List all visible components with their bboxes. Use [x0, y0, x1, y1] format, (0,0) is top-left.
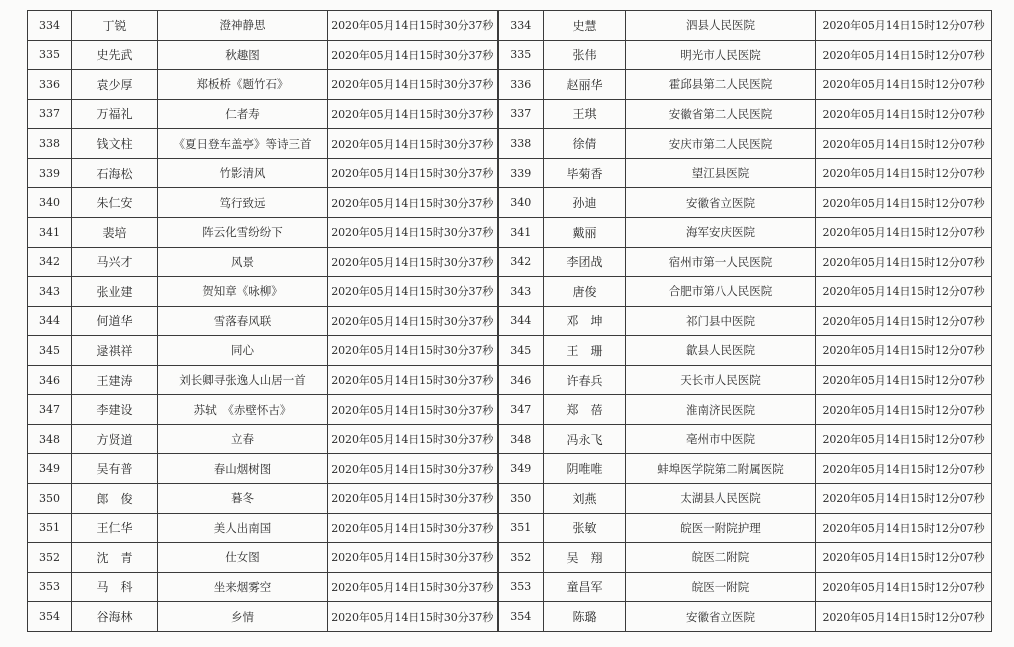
left-title-cell: 苏轼 《赤壁怀古》: [158, 395, 328, 425]
left-time-cell: 2020年05月14日15时30分37秒: [328, 277, 498, 307]
right-number-cell: 348: [498, 424, 544, 454]
left-number-cell: 350: [28, 484, 72, 514]
right-number-cell: 334: [498, 11, 544, 41]
left-number-cell: 351: [28, 513, 72, 543]
right-time-cell: 2020年05月14日15时12分07秒: [816, 11, 992, 41]
right-name-cell: 李团战: [544, 247, 626, 277]
right-org-cell: 合肥市第八人民医院: [626, 277, 816, 307]
left-number-cell: 345: [28, 336, 72, 366]
left-number-cell: 338: [28, 129, 72, 159]
right-number-cell: 339: [498, 158, 544, 188]
left-name-cell: 王仁华: [72, 513, 158, 543]
right-number-cell: 353: [498, 572, 544, 602]
records-table: [27, 10, 992, 632]
left-name-cell: 裴培: [72, 217, 158, 247]
table-row: [28, 365, 992, 395]
right-time-cell: 2020年05月14日15时12分07秒: [816, 513, 992, 543]
right-name-cell: 郑 蓓: [544, 395, 626, 425]
left-name-cell: 钱文柱: [72, 129, 158, 159]
left-number-cell: 339: [28, 158, 72, 188]
left-number-cell: 349: [28, 454, 72, 484]
right-org-cell: 皖医一附院: [626, 572, 816, 602]
right-org-cell: 宿州市第一人民医院: [626, 247, 816, 277]
right-org-cell: 泗县人民医院: [626, 11, 816, 41]
table-row: [28, 543, 992, 573]
left-time-cell: 2020年05月14日15时30分37秒: [328, 99, 498, 129]
right-org-cell: 霍邱县第二人民医院: [626, 70, 816, 100]
right-time-cell: 2020年05月14日15时12分07秒: [816, 365, 992, 395]
left-number-cell: 352: [28, 543, 72, 573]
table-row: [28, 129, 992, 159]
right-number-cell: 349: [498, 454, 544, 484]
left-time-cell: 2020年05月14日15时30分37秒: [328, 11, 498, 41]
left-time-cell: 2020年05月14日15时30分37秒: [328, 70, 498, 100]
left-name-cell: 张业建: [72, 277, 158, 307]
right-org-cell: 蚌埠医学院第二附属医院: [626, 454, 816, 484]
left-title-cell: 刘长卿寻张逸人山居一首: [158, 365, 328, 395]
left-name-cell: 万福礼: [72, 99, 158, 129]
left-title-cell: 乡情: [158, 602, 328, 632]
left-name-cell: 史先武: [72, 40, 158, 70]
table-row: [28, 513, 992, 543]
right-name-cell: 刘燕: [544, 484, 626, 514]
right-time-cell: 2020年05月14日15时12分07秒: [816, 336, 992, 366]
right-time-cell: 2020年05月14日15时12分07秒: [816, 395, 992, 425]
left-number-cell: 343: [28, 277, 72, 307]
right-name-cell: 王琪: [544, 99, 626, 129]
table-row: [28, 454, 992, 484]
right-name-cell: 徐倩: [544, 129, 626, 159]
left-time-cell: 2020年05月14日15时30分37秒: [328, 484, 498, 514]
right-name-cell: 童昌军: [544, 572, 626, 602]
left-time-cell: 2020年05月14日15时30分37秒: [328, 40, 498, 70]
right-org-cell: 皖医一附院护理: [626, 513, 816, 543]
left-time-cell: 2020年05月14日15时30分37秒: [328, 602, 498, 632]
left-number-cell: 346: [28, 365, 72, 395]
left-name-cell: 方贤道: [72, 424, 158, 454]
right-number-cell: 346: [498, 365, 544, 395]
left-name-cell: 李建设: [72, 395, 158, 425]
right-time-cell: 2020年05月14日15时12分07秒: [816, 40, 992, 70]
table-row: [28, 40, 992, 70]
left-number-cell: 353: [28, 572, 72, 602]
table-row: [28, 217, 992, 247]
left-title-cell: 暮冬: [158, 484, 328, 514]
right-time-cell: 2020年05月14日15时12分07秒: [816, 129, 992, 159]
table-body: [28, 11, 992, 632]
right-org-cell: 亳州市中医院: [626, 424, 816, 454]
table-row: [28, 188, 992, 218]
table-row: [28, 424, 992, 454]
table-row: [28, 70, 992, 100]
right-name-cell: 史慧: [544, 11, 626, 41]
table-row: [28, 602, 992, 632]
right-name-cell: 孙迪: [544, 188, 626, 218]
right-org-cell: 海军安庆医院: [626, 217, 816, 247]
left-title-cell: 雪落春风联: [158, 306, 328, 336]
left-number-cell: 336: [28, 70, 72, 100]
left-title-cell: 风景: [158, 247, 328, 277]
right-number-cell: 342: [498, 247, 544, 277]
right-time-cell: 2020年05月14日15时12分07秒: [816, 543, 992, 573]
right-org-cell: 淮南济民医院: [626, 395, 816, 425]
table-row: [28, 306, 992, 336]
left-name-cell: 沈 青: [72, 543, 158, 573]
right-name-cell: 赵丽华: [544, 70, 626, 100]
right-time-cell: 2020年05月14日15时12分07秒: [816, 247, 992, 277]
left-title-cell: 春山烟树图: [158, 454, 328, 484]
left-number-cell: 334: [28, 11, 72, 41]
left-title-cell: 仕女图: [158, 543, 328, 573]
left-time-cell: 2020年05月14日15时30分37秒: [328, 306, 498, 336]
right-org-cell: 天长市人民医院: [626, 365, 816, 395]
right-number-cell: 345: [498, 336, 544, 366]
left-number-cell: 354: [28, 602, 72, 632]
left-number-cell: 340: [28, 188, 72, 218]
right-name-cell: 唐俊: [544, 277, 626, 307]
left-title-cell: 郑板桥《题竹石》: [158, 70, 328, 100]
table-row: [28, 336, 992, 366]
right-time-cell: 2020年05月14日15时12分07秒: [816, 217, 992, 247]
right-org-cell: 安徽省立医院: [626, 188, 816, 218]
left-number-cell: 337: [28, 99, 72, 129]
left-title-cell: 坐来烟雾空: [158, 572, 328, 602]
right-number-cell: 338: [498, 129, 544, 159]
left-time-cell: 2020年05月14日15时30分37秒: [328, 217, 498, 247]
right-number-cell: 341: [498, 217, 544, 247]
right-org-cell: 望江县医院: [626, 158, 816, 188]
left-number-cell: 342: [28, 247, 72, 277]
right-org-cell: 明光市人民医院: [626, 40, 816, 70]
left-name-cell: 袁少厚: [72, 70, 158, 100]
right-name-cell: 阴唯唯: [544, 454, 626, 484]
left-title-cell: 贺知章《咏柳》: [158, 277, 328, 307]
right-number-cell: 351: [498, 513, 544, 543]
left-name-cell: 丁锐: [72, 11, 158, 41]
right-number-cell: 336: [498, 70, 544, 100]
left-time-cell: 2020年05月14日15时30分37秒: [328, 572, 498, 602]
right-number-cell: 340: [498, 188, 544, 218]
left-time-cell: 2020年05月14日15时30分37秒: [328, 424, 498, 454]
left-name-cell: 朱仁安: [72, 188, 158, 218]
right-time-cell: 2020年05月14日15时12分07秒: [816, 277, 992, 307]
left-time-cell: 2020年05月14日15时30分37秒: [328, 158, 498, 188]
right-time-cell: 2020年05月14日15时12分07秒: [816, 602, 992, 632]
table-row: [28, 572, 992, 602]
left-time-cell: 2020年05月14日15时30分37秒: [328, 543, 498, 573]
right-number-cell: 335: [498, 40, 544, 70]
right-time-cell: 2020年05月14日15时12分07秒: [816, 158, 992, 188]
right-name-cell: 戴丽: [544, 217, 626, 247]
right-org-cell: 祁门县中医院: [626, 306, 816, 336]
right-time-cell: 2020年05月14日15时12分07秒: [816, 454, 992, 484]
right-name-cell: 冯永飞: [544, 424, 626, 454]
left-time-cell: 2020年05月14日15时30分37秒: [328, 454, 498, 484]
left-title-cell: 同心: [158, 336, 328, 366]
right-time-cell: 2020年05月14日15时12分07秒: [816, 306, 992, 336]
right-number-cell: 344: [498, 306, 544, 336]
right-name-cell: 张伟: [544, 40, 626, 70]
right-number-cell: 343: [498, 277, 544, 307]
table-row: [28, 277, 992, 307]
left-title-cell: 笃行致远: [158, 188, 328, 218]
right-number-cell: 337: [498, 99, 544, 129]
right-name-cell: 邓 坤: [544, 306, 626, 336]
right-time-cell: 2020年05月14日15时12分07秒: [816, 484, 992, 514]
left-title-cell: 仁者寿: [158, 99, 328, 129]
right-org-cell: 安庆市第二人民医院: [626, 129, 816, 159]
left-title-cell: 《夏日登车盖亭》等诗三首: [158, 129, 328, 159]
right-time-cell: 2020年05月14日15时12分07秒: [816, 188, 992, 218]
table-row: [28, 395, 992, 425]
left-time-cell: 2020年05月14日15时30分37秒: [328, 513, 498, 543]
left-title-cell: 竹影清风: [158, 158, 328, 188]
left-time-cell: 2020年05月14日15时30分37秒: [328, 247, 498, 277]
left-time-cell: 2020年05月14日15时30分37秒: [328, 188, 498, 218]
left-time-cell: 2020年05月14日15时30分37秒: [328, 336, 498, 366]
right-time-cell: 2020年05月14日15时12分07秒: [816, 99, 992, 129]
left-number-cell: 347: [28, 395, 72, 425]
right-name-cell: 许春兵: [544, 365, 626, 395]
right-name-cell: 毕菊香: [544, 158, 626, 188]
left-title-cell: 立春: [158, 424, 328, 454]
left-time-cell: 2020年05月14日15时30分37秒: [328, 395, 498, 425]
right-number-cell: 354: [498, 602, 544, 632]
table-row: [28, 99, 992, 129]
right-org-cell: 安徽省第二人民医院: [626, 99, 816, 129]
table-row: [28, 484, 992, 514]
left-name-cell: 马兴才: [72, 247, 158, 277]
left-time-cell: 2020年05月14日15时30分37秒: [328, 129, 498, 159]
left-number-cell: 344: [28, 306, 72, 336]
table-row: [28, 247, 992, 277]
table-row: [28, 11, 992, 41]
left-name-cell: 石海松: [72, 158, 158, 188]
left-name-cell: 逯祺祥: [72, 336, 158, 366]
left-name-cell: 何道华: [72, 306, 158, 336]
right-org-cell: 皖医二附院: [626, 543, 816, 573]
left-name-cell: 吴有普: [72, 454, 158, 484]
right-org-cell: 歙县人民医院: [626, 336, 816, 366]
right-name-cell: 张敏: [544, 513, 626, 543]
left-name-cell: 马 科: [72, 572, 158, 602]
table-row: [28, 158, 992, 188]
right-org-cell: 太湖县人民医院: [626, 484, 816, 514]
left-number-cell: 348: [28, 424, 72, 454]
right-org-cell: 安徽省立医院: [626, 602, 816, 632]
right-name-cell: 陈璐: [544, 602, 626, 632]
left-number-cell: 341: [28, 217, 72, 247]
left-title-cell: 澄神静思: [158, 11, 328, 41]
left-title-cell: 阵云化雪纷纷下: [158, 217, 328, 247]
right-name-cell: 王 珊: [544, 336, 626, 366]
right-time-cell: 2020年05月14日15时12分07秒: [816, 424, 992, 454]
right-time-cell: 2020年05月14日15时12分07秒: [816, 572, 992, 602]
right-time-cell: 2020年05月14日15时12分07秒: [816, 70, 992, 100]
left-name-cell: 谷海林: [72, 602, 158, 632]
right-number-cell: 350: [498, 484, 544, 514]
left-number-cell: 335: [28, 40, 72, 70]
left-title-cell: 秋趣图: [158, 40, 328, 70]
right-name-cell: 吴 翔: [544, 543, 626, 573]
right-number-cell: 352: [498, 543, 544, 573]
right-number-cell: 347: [498, 395, 544, 425]
left-time-cell: 2020年05月14日15时30分37秒: [328, 365, 498, 395]
left-name-cell: 王建涛: [72, 365, 158, 395]
left-title-cell: 美人出南国: [158, 513, 328, 543]
left-name-cell: 郎 俊: [72, 484, 158, 514]
